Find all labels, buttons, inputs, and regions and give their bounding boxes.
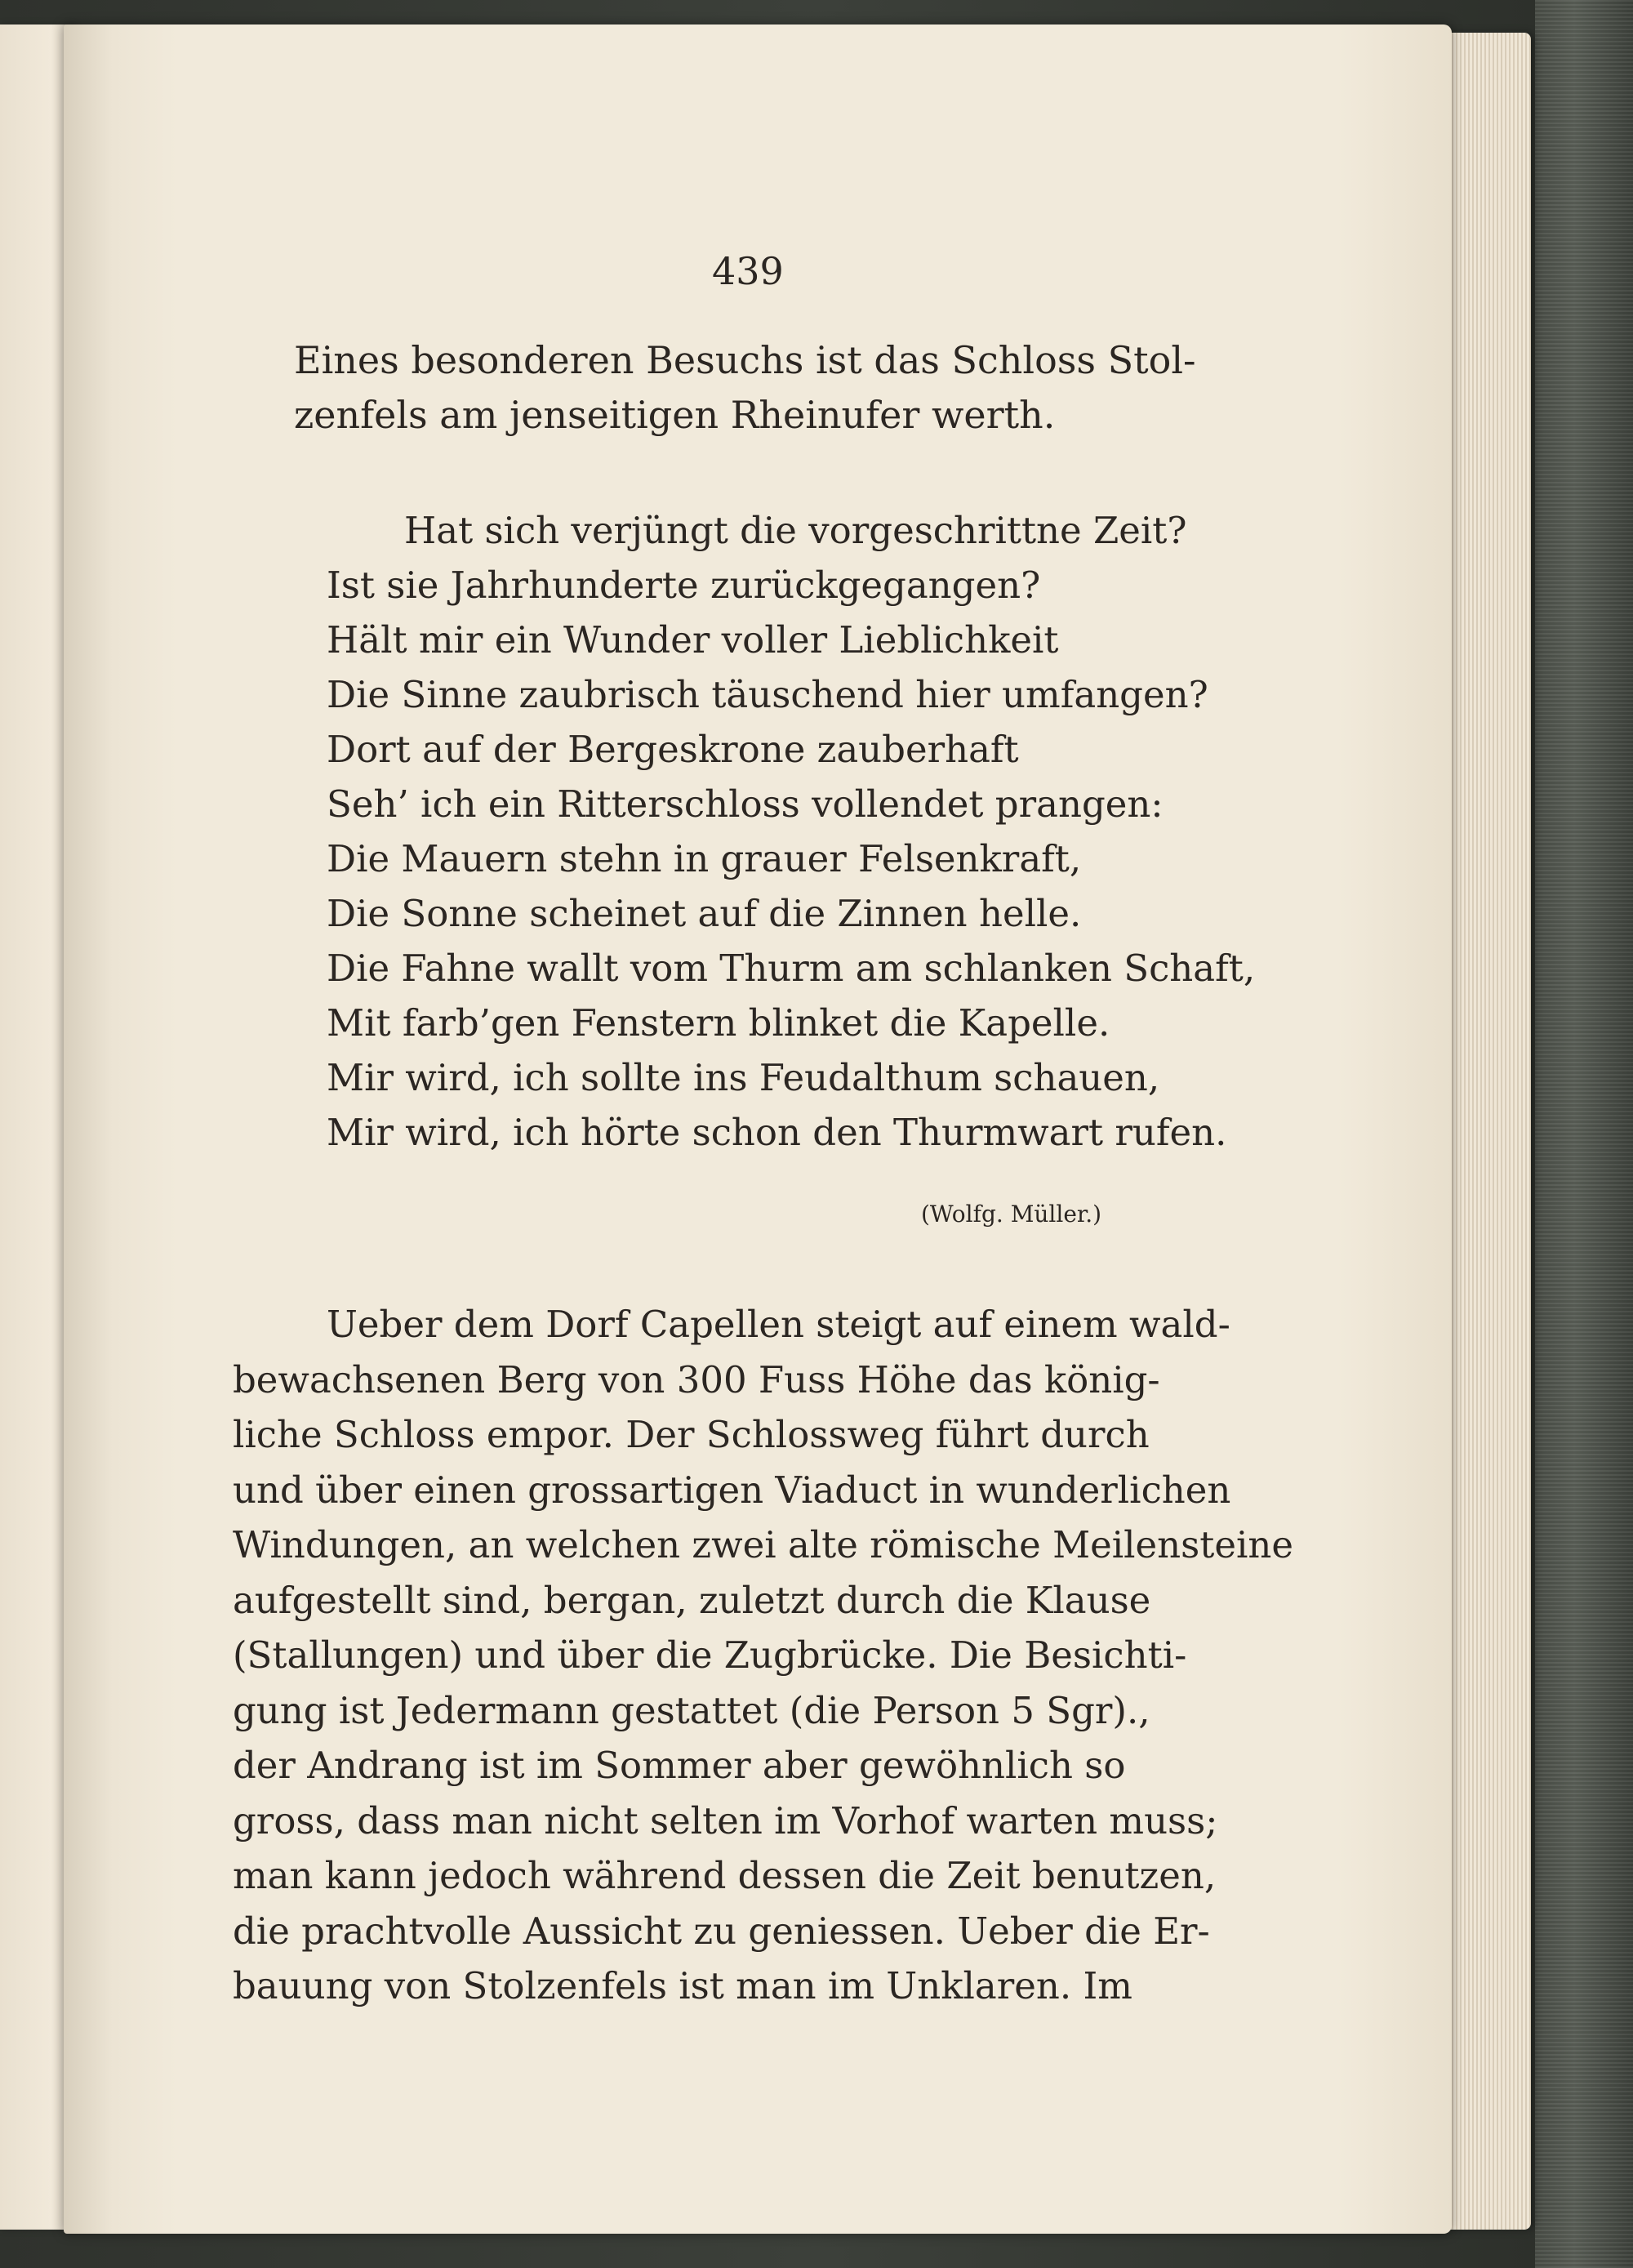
body-line: der Andrang ist im Sommer aber gewöhnlich so: [233, 1744, 1126, 1787]
body-line: gross, dass man nicht selten im Vorhof warten muss;: [233, 1798, 1218, 1842]
poem-line: Hält mir ein Wunder voller Lieblichkeit: [327, 618, 1059, 662]
body-line: die prachtvolle Aussicht zu geniessen. Ueber die Er-: [233, 1909, 1210, 1953]
intro-line: zenfels am jenseitigen Rheinufer werth.: [294, 393, 1056, 437]
intro-paragraph: [294, 333, 1196, 443]
poem-line: Mir wird, ich hörte schon den Thurmwart rufen.: [327, 1111, 1227, 1154]
book-binding: [1535, 0, 1633, 2268]
body-line: gung ist Jedermann gestattet (die Person 5 Sgr).,: [233, 1688, 1150, 1732]
poem-line: Die Sinne zaubrisch täuschend hier umfangen?: [327, 673, 1208, 716]
poem-line: Ist sie Jahrhunderte zurückgegangen?: [327, 564, 1041, 607]
poem-line: Mit farb’gen Fenstern blinket die Kapelle.: [327, 1001, 1110, 1045]
page-number: 439: [712, 249, 784, 293]
intro-line: Eines besonderen Besuchs ist das Schloss Stol-: [294, 338, 1196, 382]
poem-line: Die Sonne scheinet auf die Zinnen helle.: [327, 892, 1082, 935]
poem-line: Hat sich verjüngt die vorgeschrittne Zeit?: [404, 509, 1187, 552]
body-line: bauung von Stolzenfels ist man im Unklaren. Im: [233, 1964, 1132, 2007]
poem-line: Die Fahne wallt vom Thurm am schlanken Schaft,: [327, 947, 1256, 990]
body-paragraph: [233, 1297, 1293, 2014]
body-line: Ueber dem Dorf Capellen steigt auf einem wald-: [327, 1303, 1230, 1346]
poem-line: Mir wird, ich sollte ins Feudalthum schauen,: [327, 1056, 1160, 1099]
body-line: liche Schloss empor. Der Schlossweg führt durch: [233, 1413, 1150, 1456]
poem-line: Seh’ ich ein Ritterschloss vollendet prangen:: [327, 782, 1164, 826]
poem-attribution: (Wolfg. Müller.): [921, 1201, 1102, 1228]
body-line: (Stallungen) und über die Zugbrücke. Die Besichti-: [233, 1633, 1187, 1677]
poem-line: Die Mauern stehn in grauer Felsenkraft,: [327, 837, 1082, 880]
poem: [327, 503, 1255, 1160]
body-line: Windungen, an welchen zwei alte römische Meilensteine: [233, 1523, 1293, 1566]
poem-line: Dort auf der Bergeskrone zauberhaft: [327, 728, 1019, 771]
body-line: aufgestellt sind, bergan, zuletzt durch die Klause: [233, 1578, 1151, 1622]
body-line: und über einen grossartigen Viaduct in wunderlichen: [233, 1468, 1231, 1512]
body-line: man kann jedoch während dessen die Zeit benutzen,: [233, 1854, 1217, 1897]
left-page-edge: [0, 25, 73, 2230]
body-line: bewachsenen Berg von 300 Fuss Höhe das könig-: [233, 1357, 1160, 1401]
